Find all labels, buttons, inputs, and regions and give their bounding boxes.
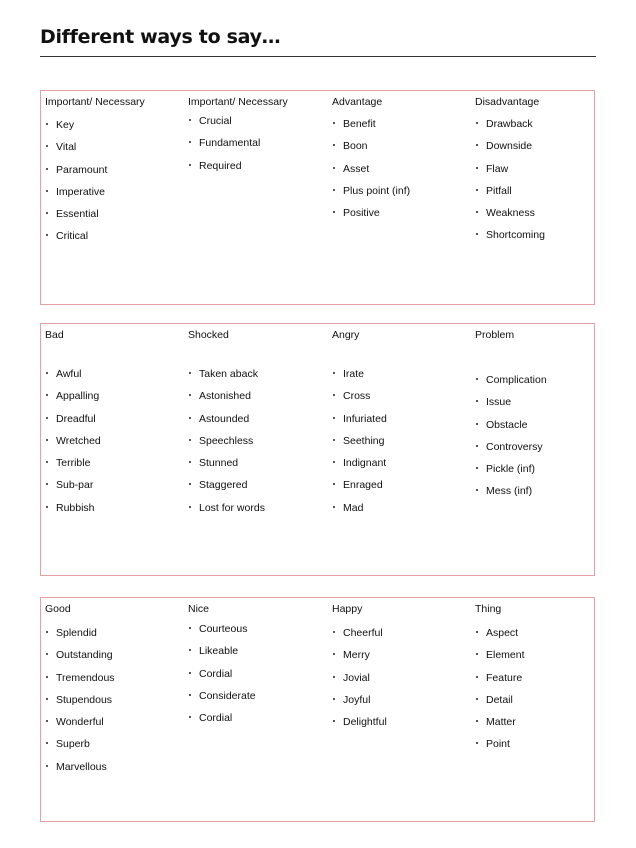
synonym-list: [45, 367, 101, 523]
title-underline: [40, 56, 596, 57]
list-item: Key: [45, 118, 107, 140]
list-item: Point: [475, 737, 525, 759]
column-heading: Good: [45, 603, 71, 615]
list-item: Astounded: [188, 412, 265, 434]
column-heading: Angry: [332, 329, 360, 341]
list-item: Essential: [45, 207, 107, 229]
list-item: Feature: [475, 671, 525, 693]
synonym-list: [475, 373, 547, 507]
list-item: Courteous: [188, 622, 256, 644]
column-heading: Thing: [475, 603, 502, 615]
list-item: Controversy: [475, 440, 547, 462]
list-item: Required: [188, 159, 260, 181]
list-item: Astonished: [188, 389, 265, 411]
synonym-list: [45, 626, 115, 782]
column-heading: Advantage: [332, 96, 383, 108]
list-item: Superb: [45, 737, 115, 759]
list-item: Joyful: [332, 693, 387, 715]
column-heading: Important/ Necessary: [45, 96, 145, 108]
list-item: Wonderful: [45, 715, 115, 737]
synonym-panel-1: [40, 90, 595, 305]
list-item: Positive: [332, 206, 410, 228]
list-item: Flaw: [475, 162, 545, 184]
synonym-list: [45, 118, 107, 252]
list-item: Dreadful: [45, 412, 101, 434]
list-item: Benefit: [332, 117, 410, 139]
column-heading: Disadvantage: [475, 96, 540, 108]
list-item: Tremendous: [45, 671, 115, 693]
column-heading: Problem: [475, 329, 515, 341]
column-heading: Important/ Necessary: [188, 96, 288, 108]
list-item: Vital: [45, 140, 107, 162]
list-item: Element: [475, 648, 525, 670]
list-item: Sub-par: [45, 478, 101, 500]
list-item: Matter: [475, 715, 525, 737]
column-heading: Nice: [188, 603, 210, 615]
list-item: Cheerful: [332, 626, 387, 648]
list-item: Stupendous: [45, 693, 115, 715]
list-item: Paramount: [45, 163, 107, 185]
list-item: Splendid: [45, 626, 115, 648]
list-item: Irate: [332, 367, 387, 389]
list-item: Cordial: [188, 667, 256, 689]
list-item: Cordial: [188, 711, 256, 733]
synonym-list: [332, 117, 410, 228]
list-item: Pickle (inf): [475, 462, 547, 484]
synonym-list: [475, 626, 525, 760]
list-item: Indignant: [332, 456, 387, 478]
list-item: Shortcoming: [475, 228, 545, 250]
list-item: Obstacle: [475, 418, 547, 440]
list-item: Pitfall: [475, 184, 545, 206]
list-item: Likeable: [188, 644, 256, 666]
list-item: Crucial: [188, 114, 260, 136]
synonym-list: [188, 114, 260, 181]
list-item: Boon: [332, 139, 410, 161]
list-item: Awful: [45, 367, 101, 389]
list-item: Enraged: [332, 478, 387, 500]
list-item: Detail: [475, 693, 525, 715]
synonym-panel-3: [40, 597, 595, 822]
list-item: Terrible: [45, 456, 101, 478]
list-item: Mess (inf): [475, 484, 547, 506]
synonym-panel-2: [40, 323, 595, 576]
list-item: Lost for words: [188, 501, 265, 523]
list-item: Outstanding: [45, 648, 115, 670]
list-item: Weakness: [475, 206, 545, 228]
list-item: Marvellous: [45, 760, 115, 782]
list-item: Complication: [475, 373, 547, 395]
synonym-list: [475, 117, 545, 251]
list-item: Issue: [475, 395, 547, 417]
synonym-list: [188, 367, 265, 523]
list-item: Speechless: [188, 434, 265, 456]
list-item: Cross: [332, 389, 387, 411]
list-item: Jovial: [332, 671, 387, 693]
list-item: Wretched: [45, 434, 101, 456]
list-item: Stunned: [188, 456, 265, 478]
list-item: Staggered: [188, 478, 265, 500]
list-item: Delightful: [332, 715, 387, 737]
list-item: Seething: [332, 434, 387, 456]
list-item: Critical: [45, 229, 107, 251]
list-item: Downside: [475, 139, 545, 161]
synonym-list: [188, 622, 256, 733]
list-item: Aspect: [475, 626, 525, 648]
list-item: Plus point (inf): [332, 184, 410, 206]
list-item: Infuriated: [332, 412, 387, 434]
synonym-list: [332, 626, 387, 737]
page-title: Different ways to say…: [40, 26, 281, 48]
list-item: Imperative: [45, 185, 107, 207]
column-heading: Happy: [332, 603, 363, 615]
list-item: Merry: [332, 648, 387, 670]
column-heading: Shocked: [188, 329, 229, 341]
list-item: Mad: [332, 501, 387, 523]
list-item: Appalling: [45, 389, 101, 411]
list-item: Asset: [332, 162, 410, 184]
list-item: Taken aback: [188, 367, 265, 389]
list-item: Drawback: [475, 117, 545, 139]
synonym-list: [332, 367, 387, 523]
list-item: Fundamental: [188, 136, 260, 158]
list-item: Considerate: [188, 689, 256, 711]
list-item: Rubbish: [45, 501, 101, 523]
column-heading: Bad: [45, 329, 64, 341]
